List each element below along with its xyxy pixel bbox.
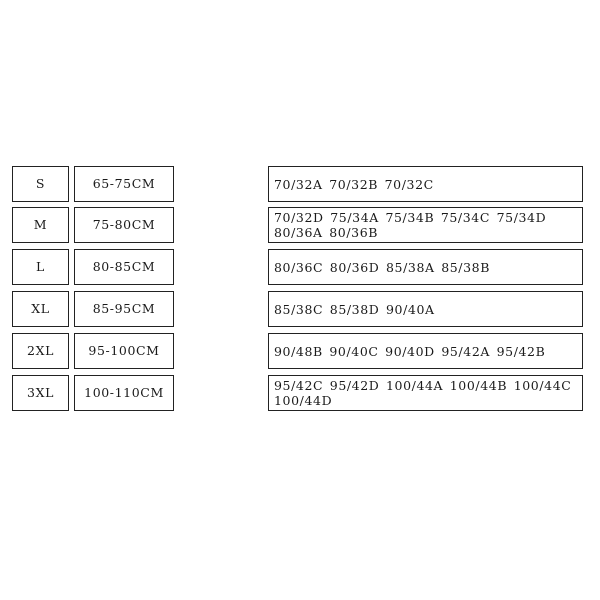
size-cell-l: L: [12, 249, 69, 285]
bra-sizes-cell-m: 70/32D 75/34A 75/34B 75/34C 75/34D 80/36A 80/36B: [268, 207, 583, 243]
size-cell-xl: XL: [12, 291, 69, 327]
range-cell-m: 75-80CM: [74, 207, 174, 243]
bra-sizes-cell-2xl: 90/48B 90/40C 90/40D 95/42A 95/42B: [268, 333, 583, 369]
range-cell-s: 65-75CM: [74, 166, 174, 202]
range-cell-3xl: 100-110CM: [74, 375, 174, 411]
size-cell-2xl: 2XL: [12, 333, 69, 369]
bra-sizes-cell-s: 70/32A 70/32B 70/32C: [268, 166, 583, 202]
range-cell-xl: 85-95CM: [74, 291, 174, 327]
range-cell-2xl: 95-100CM: [74, 333, 174, 369]
range-cell-l: 80-85CM: [74, 249, 174, 285]
size-cell-s: S: [12, 166, 69, 202]
bra-sizes-cell-l: 80/36C 80/36D 85/38A 85/38B: [268, 249, 583, 285]
bra-sizes-cell-xl: 85/38C 85/38D 90/40A: [268, 291, 583, 327]
size-cell-3xl: 3XL: [12, 375, 69, 411]
size-cell-m: M: [12, 207, 69, 243]
bra-sizes-cell-3xl: 95/42C 95/42D 100/44A 100/44B 100/44C 100/44D: [268, 375, 583, 411]
